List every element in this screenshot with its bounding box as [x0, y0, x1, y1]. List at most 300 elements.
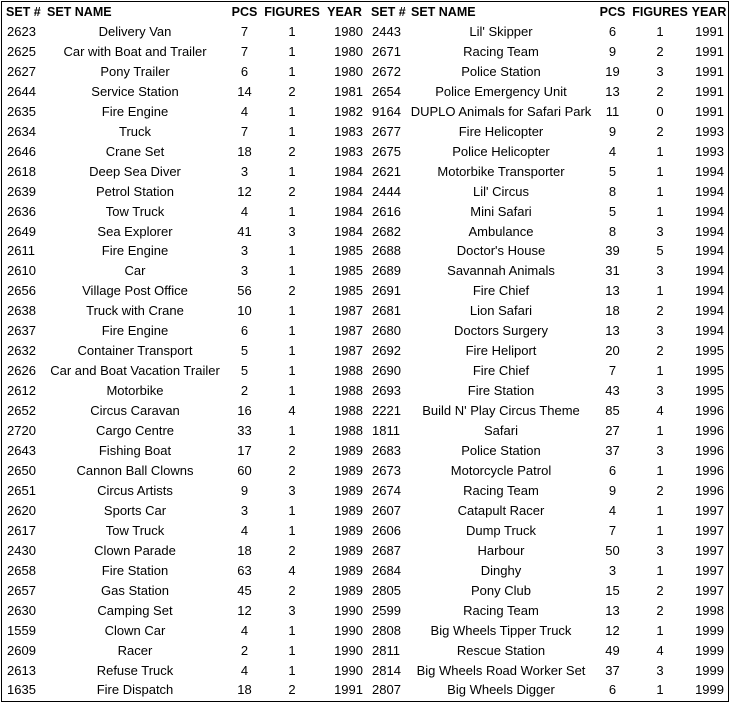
left-figures-cell: 4	[288, 403, 296, 419]
right-set-name-cell: Ambulance	[468, 223, 534, 239]
left-figures-cell: 1	[288, 24, 296, 39]
right-figures-cell: 1	[656, 143, 664, 159]
right-figures-cell: 2	[656, 343, 664, 359]
left-set-number-cell: 2639	[7, 183, 36, 199]
left-year-cell: 1991	[334, 682, 363, 698]
right-pcs-cell: 6	[608, 24, 617, 39]
left-set-name-cell: Tow Truck	[105, 522, 165, 538]
header-set-name: SET NAME	[411, 5, 476, 19]
right-set-number-cell: 2687	[372, 542, 401, 558]
left-pcs-cell: 18	[237, 682, 252, 698]
right-set-name-cell: Motorcycle Patrol	[450, 462, 552, 478]
right-pcs-cell: 8	[608, 183, 617, 199]
right-set-number-cell: 2606	[372, 522, 401, 538]
right-set-number-cell: 2443	[372, 24, 401, 39]
left-year-cell: 1982	[334, 103, 363, 119]
left-year-cell: 1987	[334, 303, 363, 319]
right-set-number-cell: 2807	[372, 682, 401, 698]
right-set-name-cell: Dinghy	[480, 562, 522, 578]
right-year-cell: 1994	[695, 163, 724, 179]
right-set-number-cell: 2616	[372, 203, 401, 219]
right-year-cell: 1996	[695, 423, 724, 439]
left-set-name-cell: Circus Artists	[97, 482, 173, 498]
left-pcs-cell: 6	[240, 63, 249, 79]
left-year-cell: 1984	[334, 183, 363, 199]
right-set-number-cell: 2654	[372, 83, 401, 99]
right-set-name-cell: Mini Safari	[470, 203, 532, 219]
right-set-number-cell: 2808	[372, 622, 401, 638]
left-set-number-cell: 2650	[7, 462, 36, 478]
right-set-name-cell: Harbour	[477, 542, 525, 558]
right-set-name-cell: Police Station	[461, 443, 541, 459]
right-set-number-cell: 2691	[372, 283, 401, 299]
right-set-number-cell: 2674	[372, 482, 401, 498]
right-figures-cell: 2	[656, 43, 664, 59]
header-pcs: PCS	[231, 5, 258, 19]
left-set-number-cell: 2646	[7, 143, 36, 159]
right-year-cell: 1995	[695, 363, 724, 379]
left-set-number-cell: 1635	[7, 682, 36, 698]
left-year-cell: 1987	[334, 343, 363, 359]
header-year: YEAR	[327, 5, 362, 19]
table-row	[2, 301, 728, 321]
left-pcs-cell: 6	[240, 323, 249, 339]
left-set-name-cell: Car and Boat Vacation Trailer	[50, 363, 220, 379]
left-set-name-cell: Fire Engine	[101, 243, 169, 259]
right-set-name-cell: Fire Chief	[472, 283, 530, 299]
left-figures-cell: 1	[288, 662, 296, 678]
left-set-name-cell: Clown Parade	[94, 542, 176, 558]
right-set-name-cell: Fire Heliport	[465, 343, 537, 359]
left-set-number-cell: 2636	[7, 203, 36, 219]
left-set-name-cell: Pony Trailer	[100, 63, 170, 79]
right-set-number-cell: 2690	[372, 363, 401, 379]
right-year-cell: 1999	[695, 682, 724, 698]
left-set-number-cell: 2644	[7, 83, 36, 99]
left-set-name-cell: Village Post Office	[82, 283, 188, 299]
right-year-cell: 1996	[695, 443, 724, 459]
right-set-number-cell: 2805	[372, 582, 401, 598]
right-set-name-cell: Police Emergency Unit	[435, 83, 567, 99]
left-year-cell: 1980	[334, 43, 363, 59]
left-year-cell: 1980	[334, 63, 363, 79]
left-set-name-cell: Car	[124, 263, 146, 279]
left-year-cell: 1981	[334, 83, 363, 99]
left-year-cell: 1989	[334, 582, 363, 598]
left-figures-cell: 1	[288, 423, 296, 439]
table-row	[2, 521, 728, 541]
right-pcs-cell: 9	[608, 43, 617, 59]
left-year-cell: 1985	[334, 283, 363, 299]
right-year-cell: 1997	[695, 502, 724, 518]
left-figures-cell: 1	[288, 103, 296, 119]
right-year-cell: 1994	[695, 323, 724, 339]
right-pcs-cell: 39	[605, 243, 620, 259]
right-year-cell: 1994	[695, 223, 724, 239]
right-pcs-cell: 13	[605, 283, 620, 299]
right-set-name-cell: Lion Safari	[469, 303, 533, 319]
right-set-name-cell: Racing Team	[463, 482, 539, 498]
right-figures-cell: 3	[656, 542, 664, 558]
right-figures-cell: 1	[656, 682, 664, 698]
right-set-number-cell: 2689	[372, 263, 401, 279]
right-set-name-cell: Motorbike Transporter	[437, 163, 565, 179]
left-set-number-cell: 2632	[7, 343, 36, 359]
left-year-cell: 1988	[334, 403, 363, 419]
right-figures-cell: 1	[656, 163, 664, 179]
right-pcs-cell: 11	[605, 103, 620, 119]
table-row	[2, 102, 728, 122]
right-figures-cell: 5	[656, 243, 664, 259]
left-pcs-cell: 3	[240, 502, 249, 518]
right-figures-cell: 3	[656, 383, 664, 399]
left-year-cell: 1985	[334, 243, 363, 259]
left-figures-cell: 4	[288, 562, 296, 578]
right-figures-cell: 1	[656, 502, 664, 518]
right-figures-cell: 3	[656, 263, 664, 279]
left-figures-cell: 1	[288, 63, 296, 79]
right-year-cell: 1991	[695, 24, 724, 39]
right-pcs-cell: 12	[605, 622, 620, 638]
left-pcs-cell: 3	[240, 163, 249, 179]
right-figures-cell: 1	[656, 203, 664, 219]
right-year-cell: 1991	[695, 103, 724, 119]
right-set-name-cell: Police Helicopter	[452, 143, 550, 159]
right-set-name-cell: Fire Helicopter	[458, 123, 544, 139]
left-set-number-cell: 2613	[7, 662, 36, 678]
left-year-cell: 1990	[334, 642, 363, 658]
left-set-number-cell: 2637	[7, 323, 36, 339]
left-set-number-cell: 2643	[7, 443, 36, 459]
table-row	[2, 441, 728, 461]
table-row	[2, 461, 728, 481]
left-year-cell: 1983	[334, 123, 363, 139]
table-row	[2, 541, 728, 561]
right-figures-cell: 1	[656, 363, 664, 379]
right-year-cell: 1995	[695, 343, 724, 359]
right-set-name-cell: Lil' Skipper	[469, 24, 533, 39]
right-year-cell: 1994	[695, 283, 724, 299]
left-pcs-cell: 2	[240, 642, 249, 658]
left-figures-cell: 1	[288, 502, 296, 518]
left-figures-cell: 1	[288, 642, 296, 658]
left-set-number-cell: 2627	[7, 63, 36, 79]
right-set-name-cell: Lil' Circus	[473, 183, 529, 199]
left-year-cell: 1989	[334, 522, 363, 538]
right-year-cell: 1996	[695, 462, 724, 478]
right-pcs-cell: 5	[608, 163, 617, 179]
right-year-cell: 1995	[695, 383, 724, 399]
table-row	[2, 581, 728, 601]
header-figures: FIGURES	[264, 5, 320, 19]
right-year-cell: 1994	[695, 243, 724, 259]
left-figures-cell: 1	[288, 363, 296, 379]
right-pcs-cell: 37	[605, 662, 620, 678]
left-pcs-cell: 14	[237, 83, 252, 99]
right-set-number-cell: 2677	[372, 123, 401, 139]
left-pcs-cell: 41	[237, 223, 252, 239]
right-figures-cell: 3	[656, 323, 664, 339]
left-year-cell: 1990	[334, 602, 363, 618]
left-year-cell: 1989	[334, 482, 363, 498]
left-pcs-cell: 7	[240, 43, 249, 59]
left-year-cell: 1984	[334, 203, 363, 219]
table-row	[2, 601, 728, 621]
right-figures-cell: 1	[656, 183, 664, 199]
table-row	[2, 421, 728, 441]
left-pcs-cell: 7	[240, 24, 249, 39]
table-row	[2, 222, 728, 242]
right-set-name-cell: Doctors Surgery	[454, 323, 548, 339]
left-figures-cell: 2	[288, 443, 296, 459]
right-pcs-cell: 13	[605, 323, 620, 339]
right-set-name-cell: Build N' Play Circus Theme	[422, 403, 580, 419]
right-set-name-cell: Fire Station	[467, 383, 535, 399]
header-set-number: SET #	[6, 5, 41, 19]
right-set-name-cell: Big Wheels Tipper Truck	[430, 622, 572, 638]
left-pcs-cell: 56	[237, 283, 252, 299]
left-set-number-cell: 2609	[7, 642, 36, 658]
table-body	[2, 22, 728, 700]
right-year-cell: 1991	[695, 43, 724, 59]
right-year-cell: 1994	[695, 183, 724, 199]
table-row	[2, 481, 728, 501]
right-set-number-cell: 2814	[372, 662, 401, 678]
left-figures-cell: 2	[288, 582, 296, 598]
left-pcs-cell: 63	[237, 562, 252, 578]
left-figures-cell: 1	[288, 163, 296, 179]
table-row	[2, 561, 728, 581]
left-year-cell: 1990	[334, 622, 363, 638]
left-set-number-cell: 2720	[7, 423, 36, 439]
left-set-number-cell: 2657	[7, 582, 36, 598]
left-year-cell: 1989	[334, 542, 363, 558]
right-figures-cell: 2	[656, 602, 664, 618]
left-set-name-cell: Service Station	[91, 83, 179, 99]
left-figures-cell: 2	[288, 183, 296, 199]
right-pcs-cell: 6	[608, 682, 617, 698]
right-set-name-cell: Police Station	[461, 63, 541, 79]
left-pcs-cell: 12	[237, 183, 252, 199]
right-year-cell: 1997	[695, 542, 724, 558]
right-set-number-cell: 2607	[372, 502, 401, 518]
right-figures-cell: 3	[656, 443, 664, 459]
left-pcs-cell: 4	[240, 103, 249, 119]
left-set-name-cell: Truck with Crane	[86, 303, 184, 319]
right-year-cell: 1993	[695, 143, 724, 159]
left-pcs-cell: 4	[240, 203, 249, 219]
table-row	[2, 641, 728, 661]
left-year-cell: 1988	[334, 423, 363, 439]
left-year-cell: 1989	[334, 502, 363, 518]
right-set-number-cell: 2684	[372, 562, 401, 578]
right-year-cell: 1996	[695, 482, 724, 498]
left-set-name-cell: Clown Car	[104, 622, 166, 638]
right-set-number-cell: 2688	[372, 243, 401, 259]
right-year-cell: 1997	[695, 562, 724, 578]
left-set-name-cell: Petrol Station	[95, 183, 175, 199]
right-year-cell: 1993	[695, 123, 724, 139]
right-figures-cell: 3	[656, 223, 664, 239]
left-figures-cell: 2	[288, 682, 296, 698]
right-pcs-cell: 13	[605, 83, 620, 99]
right-figures-cell: 2	[656, 123, 664, 139]
left-pcs-cell: 3	[240, 243, 249, 259]
table-row	[2, 142, 728, 162]
left-set-number-cell: 2623	[7, 24, 36, 39]
left-set-number-cell: 2649	[7, 223, 36, 239]
table-row	[2, 182, 728, 202]
left-figures-cell: 1	[288, 522, 296, 538]
left-set-number-cell: 2652	[7, 403, 36, 419]
left-figures-cell: 1	[288, 343, 296, 359]
left-set-name-cell: Sports Car	[103, 502, 167, 518]
right-set-name-cell: Big Wheels Road Worker Set	[416, 662, 586, 678]
right-set-name-cell: Catapult Racer	[457, 502, 545, 518]
left-figures-cell: 3	[288, 223, 296, 239]
left-figures-cell: 2	[288, 462, 296, 478]
right-pcs-cell: 19	[605, 63, 620, 79]
right-set-number-cell: 2680	[372, 323, 401, 339]
right-year-cell: 1999	[695, 642, 724, 658]
right-set-name-cell: Savannah Animals	[447, 263, 555, 279]
right-pcs-cell: 4	[608, 143, 617, 159]
left-pcs-cell: 10	[237, 303, 252, 319]
left-set-number-cell: 2617	[7, 522, 36, 538]
left-pcs-cell: 7	[240, 123, 249, 139]
left-set-number-cell: 2625	[7, 43, 36, 59]
right-set-name-cell: DUPLO Animals for Safari Park	[410, 103, 592, 119]
left-pcs-cell: 18	[237, 542, 252, 558]
left-year-cell: 1988	[334, 383, 363, 399]
left-set-number-cell: 2651	[7, 482, 36, 498]
right-pcs-cell: 7	[608, 522, 617, 538]
left-set-number-cell: 2634	[7, 123, 36, 139]
left-pcs-cell: 4	[240, 662, 249, 678]
table-row	[2, 281, 728, 301]
table-row	[2, 661, 728, 681]
right-figures-cell: 1	[656, 622, 664, 638]
left-figures-cell: 1	[288, 243, 296, 259]
right-pcs-cell: 37	[605, 443, 620, 459]
right-figures-cell: 1	[656, 522, 664, 538]
right-year-cell: 1991	[695, 63, 724, 79]
left-set-number-cell: 2618	[7, 163, 36, 179]
right-set-number-cell: 2675	[372, 143, 401, 159]
set-list-table	[2, 2, 728, 700]
left-figures-cell: 2	[288, 83, 296, 99]
right-pcs-cell: 85	[605, 403, 620, 419]
table-row	[2, 122, 728, 142]
left-year-cell: 1980	[334, 24, 363, 39]
left-figures-cell: 3	[288, 602, 296, 618]
right-year-cell: 1997	[695, 522, 724, 538]
left-figures-cell: 1	[288, 303, 296, 319]
left-pcs-cell: 4	[240, 622, 249, 638]
left-year-cell: 1984	[334, 223, 363, 239]
right-set-number-cell: 2672	[372, 63, 401, 79]
left-set-name-cell: Container Transport	[77, 343, 193, 359]
left-set-name-cell: Fire Station	[101, 562, 169, 578]
right-year-cell: 1999	[695, 662, 724, 678]
left-year-cell: 1983	[334, 143, 363, 159]
left-pcs-cell: 12	[237, 602, 252, 618]
right-set-name-cell: Safari	[484, 423, 518, 439]
right-figures-cell: 1	[656, 24, 664, 39]
right-set-name-cell: Racing Team	[463, 43, 539, 59]
table-row	[2, 401, 728, 421]
left-set-name-cell: Deep Sea Diver	[89, 163, 181, 179]
left-set-number-cell: 2658	[7, 562, 36, 578]
left-set-name-cell: Fire Dispatch	[96, 682, 174, 698]
right-set-name-cell: Dump Truck	[465, 522, 537, 538]
left-set-name-cell: Sea Explorer	[97, 223, 173, 239]
left-year-cell: 1989	[334, 462, 363, 478]
left-set-name-cell: Racer	[117, 642, 153, 658]
right-pcs-cell: 27	[605, 423, 620, 439]
left-pcs-cell: 4	[240, 522, 249, 538]
left-pcs-cell: 16	[237, 403, 252, 419]
left-figures-cell: 1	[288, 383, 296, 399]
right-year-cell: 1999	[695, 622, 724, 638]
left-year-cell: 1990	[334, 662, 363, 678]
left-set-number-cell: 2620	[7, 502, 36, 518]
right-pcs-cell: 6	[608, 462, 617, 478]
right-set-number-cell: 2683	[372, 443, 401, 459]
table-row	[2, 501, 728, 521]
right-figures-cell: 2	[656, 303, 664, 319]
right-pcs-cell: 50	[605, 542, 620, 558]
right-pcs-cell: 9	[608, 482, 617, 498]
right-pcs-cell: 3	[608, 562, 617, 578]
header-set-name: SET NAME	[47, 5, 112, 19]
table-row	[2, 162, 728, 182]
right-set-number-cell: 2671	[372, 43, 401, 59]
table-row	[2, 261, 728, 281]
left-pcs-cell: 5	[240, 363, 249, 379]
table-row	[2, 202, 728, 222]
right-set-name-cell: Fire Chief	[472, 363, 530, 379]
left-set-number-cell: 2612	[7, 383, 36, 399]
right-set-number-cell: 2693	[372, 383, 401, 399]
left-pcs-cell: 9	[240, 482, 249, 498]
left-set-number-cell: 2626	[7, 363, 36, 379]
right-set-number-cell: 2681	[372, 303, 401, 319]
header-figures: FIGURES	[632, 5, 688, 19]
left-pcs-cell: 2	[240, 383, 249, 399]
left-set-name-cell: Fishing Boat	[98, 443, 172, 459]
table-row	[2, 241, 728, 261]
left-set-name-cell: Delivery Van	[98, 24, 172, 39]
table-row	[2, 42, 728, 62]
left-figures-cell: 2	[288, 542, 296, 558]
left-set-name-cell: Tow Truck	[105, 203, 165, 219]
right-set-number-cell: 2221	[372, 403, 401, 419]
right-set-number-cell: 1811	[372, 423, 400, 439]
header-set-number: SET #	[371, 5, 406, 19]
left-year-cell: 1989	[334, 562, 363, 578]
left-set-name-cell: Refuse Truck	[96, 662, 174, 678]
right-figures-cell: 3	[656, 662, 664, 678]
right-pcs-cell: 4	[608, 502, 617, 518]
left-set-name-cell: Fire Engine	[101, 323, 169, 339]
right-set-name-cell: Doctor's House	[456, 243, 546, 259]
right-pcs-cell: 43	[605, 383, 620, 399]
right-year-cell: 1998	[695, 602, 724, 618]
left-set-number-cell: 2630	[7, 602, 36, 618]
table-row	[2, 381, 728, 401]
left-pcs-cell: 60	[237, 462, 252, 478]
